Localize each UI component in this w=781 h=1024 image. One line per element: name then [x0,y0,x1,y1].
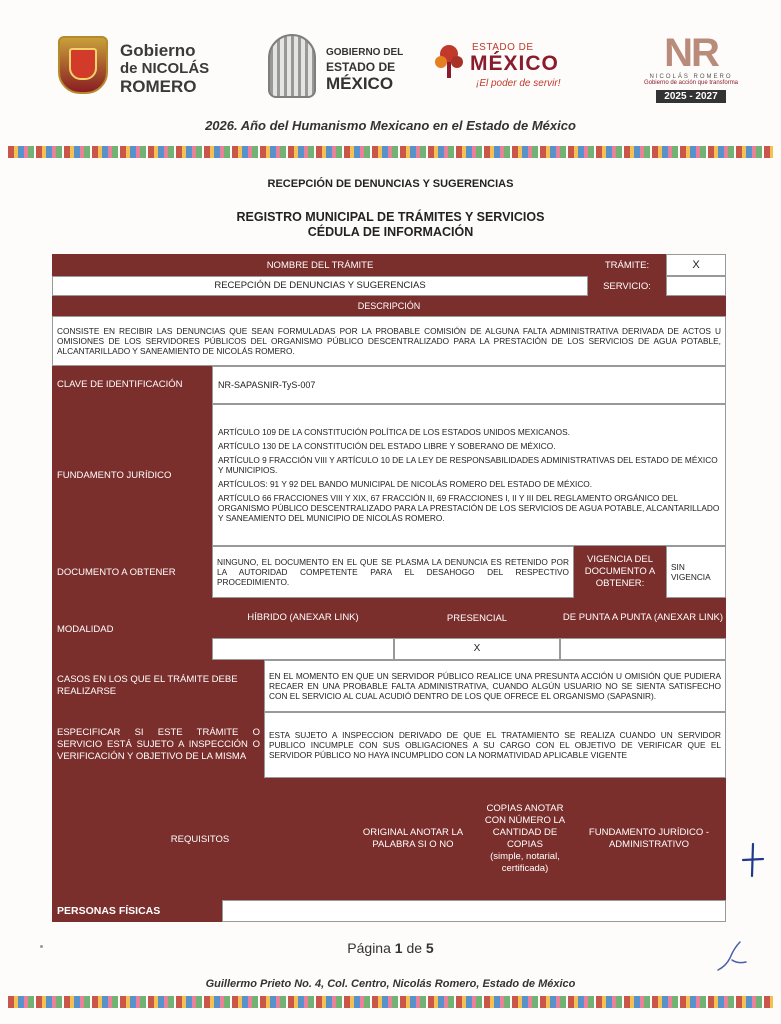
year-motto: 2026. Año del Humanismo Mexicano en el Estado de México [205,118,576,133]
presencial-value: X [394,638,560,660]
footer-address: Guillermo Prieto No. 4, Col. Centro, Nicolás Romero, Estado de México [205,978,576,990]
nr-tagline: Gobierno de acción que transforma [643,80,739,86]
casos-value: EN EL MOMENTO EN QUE UN SERVIDOR PÚBLICO REALICE UNA PRESUNTA ACCIÓN U OMISIÓN QUE PUDIERA RECAER EN UNA PROBABLE FALTA ADMINISTRATIVA, CUANDO ALGÚN USUARIO NO SE SIENTA SATISFECHO CON EL SERVICIO AL CUAL ACUDIÓ DENTRO DE LOS QUE OFRECE EL ORGANISMO (SAPASNIR). [264,660,726,712]
nr-administration-logo [636,32,746,108]
copias-subtitle: (simple, notarial, certificada) [490,851,560,874]
especificar-label: ESPECIFICAR SI ESTE TRÁMITE O SERVICIO ESTÁ SUJETO A INSPECCIÓN O VERIFICACIÓN Y OBJETIVO DE LA MISMA [52,712,264,778]
fundamento-item: ARTÍCULO 9 FRACCIÓN VIII Y ARTÍCULO 10 DE LA LEY DE RESPONSABILIDADES ADMINISTRATIVAS DEL ESTADO DE MÉXICO Y MUNICIPIOS. [218,455,718,475]
clave-label: CLAVE DE IDENTIFICACIÓN [52,366,212,404]
document-subject-title: RECEPCIÓN DE DENUNCIAS Y SUGERENCIAS [267,178,514,190]
hibrido-value [212,638,394,660]
gobierno-nicolas-romero-logo [58,36,218,96]
mex-brand-big: MÉXICO [470,52,559,75]
documento-label: DOCUMENTO A OBTENER [52,546,212,598]
especificar-value: ESTA SUJETO A INSPECCION DERIVADO DE QUE EL TRATAMIENTO SE REALIZA CUANDO UN SERVIDOR PUBLICO INCUMPLE CON SUS OBLIGACIONES A SU CARGO CON EL OBJETIVO DE VERIFICAR QUE EL SERVIDOR PÚBLICO NO HAYA INCUMPLIDO CON LA NORMATIVIDAD APLICABLE VIGENTE [264,712,726,778]
mex-brand-tagline: ¡El poder de servir! [476,78,561,89]
personas-fisicas-value [222,900,726,922]
copias-header [478,778,572,900]
servicio-mark [666,276,726,296]
mex-brand-small: ESTADO DE [472,42,534,53]
municipal-shield-icon [58,36,108,94]
copias-label: COPIAS ANOTAR CON NÚMERO LA CANTIDAD DE COPIAS [484,803,566,850]
punta-a-punta-value [560,638,726,660]
gobierno-estado-mexico-logo [268,34,418,100]
tramite-label: TRÁMITE: [588,254,666,276]
punta-a-punta-label: DE PUNTA A PUNTA (ANEXAR LINK) [560,598,726,638]
clave-value: NR-SAPASNIR-TyS-007 [212,366,726,404]
fundamento-list [212,404,726,546]
fundamento-item: ARTÍCULO 66 FRACCIONES VIII Y XIX, 67 FRACCIÓN II, 69 FRACCIONES I, II Y III DEL REGLAMENTO ORGÁNICO DEL ORGANISMO PÚBLICO DESCENTRALIZADO PARA LA PRESTACIÓN DE LOS SERVICIOS DE AGUA POTABLE, ALCANTARILLADO Y SANEAMIENTO DEL MUNICIPIO DE NICOLÁS ROMERO. [218,493,720,523]
fundamento-administrativo-label: FUNDAMENTO JURÍDICO - ADMINISTRATIVO [572,778,726,900]
information-form [52,254,726,924]
flower-icon [432,42,466,80]
decorative-band-bottom [8,996,773,1008]
registry-title: REGISTRO MUNICIPAL DE TRÁMITES Y SERVICIOS [236,210,545,224]
decorative-band-top [8,146,773,158]
nr-letters: NR [664,31,718,75]
estado-de-mexico-brand-logo [432,38,572,98]
gobierno-nicolas-romero-text: Gobierno de NICOLÁS ROMERO [120,41,210,96]
vigencia-value: SIN VIGENCIA [666,546,726,598]
state-coat-of-arms-icon [268,34,316,98]
modalidad-label: MODALIDAD [52,598,212,660]
descripcion-label: DESCRIPCIÓN [52,296,726,316]
document-main-title [0,210,781,240]
page-number [0,940,781,956]
vigencia-label: VIGENCIA DEL DOCUMENTO A OBTENER: [574,546,666,598]
original-label: ORIGINAL ANOTAR LA PALABRA SI O NO [348,778,478,900]
page-current: 1 [394,940,403,956]
page-separator: de [406,940,423,956]
fundamento-item: ARTÍCULO 109 DE LA CONSTITUCIÓN POLÍTICA DE LOS ESTADOS UNIDOS MEXICANOS. [218,427,570,437]
handwritten-cross-mark [741,842,765,878]
nr-municipality-name: NICOLÁS ROMERO [649,74,733,80]
casos-label: CASOS EN LOS QUE EL TRÁMITE DEBE REALIZARSE [52,660,264,712]
page-prefix: Página [347,940,391,956]
tramite-mark: X [666,254,726,276]
servicio-label: SERVICIO: [588,276,666,296]
fundamento-label: FUNDAMENTO JURÍDICO [52,404,212,546]
nombre-tramite-label: NOMBRE DEL TRÁMITE [52,254,588,276]
gobierno-estado-mexico-text: GOBIERNO DEL ESTADO DE MÉXICO [326,47,404,93]
nr-years-badge: 2025 - 2027 [656,90,725,103]
nombre-tramite-value: RECEPCIÓN DE DENUNCIAS Y SUGERENCIAS [52,276,588,296]
fundamento-item: ARTÍCULOS: 91 Y 92 DEL BANDO MUNICIPAL DE NICOLÁS ROMERO DEL ESTADO DE MÉXICO. [218,479,593,489]
documento-value: NINGUNO, EL DOCUMENTO EN EL QUE SE PLASMA LA DENUNCIA ES RETENIDO POR LA AUTORIDAD COMPETENTE PARA EL DESAHOGO DEL RESPECTIVO PROCEDIMIENTO. [212,546,574,598]
presencial-label: PRESENCIAL [394,598,560,638]
requisitos-label: REQUISITOS [52,778,348,900]
descripcion-value: CONSISTE EN RECIBIR LAS DENUNCIAS QUE SEAN FORMULADAS POR LA PROBABLE COMISIÓN DE ALGUNA FALTA ADMINISTRATIVA DERIVADA DE ACTOS U OMISIONES DE LOS SERVIDORES PÚBLICOS DEL ORGANISMO PÚBLICO DESCENTRALIZADO PARA LA PRESTACIÓN DE LOS SERVICIOS DE AGUA POTABLE, ALCANTARILLADO Y SANEAMIENTO DE NICOLÁS ROMERO. [52,316,726,366]
document-header [0,30,781,110]
page-total: 5 [425,940,434,956]
hibrido-label: HÍBRIDO (ANEXAR LINK) [212,598,394,638]
fundamento-item: ARTÍCULO 130 DE LA CONSTITUCIÓN DEL ESTADO LIBRE Y SOBERANO DE MÉXICO. [218,441,556,451]
personas-fisicas-label: PERSONAS FÍSICAS [52,900,222,922]
cedula-title: CÉDULA DE INFORMACIÓN [307,225,474,239]
